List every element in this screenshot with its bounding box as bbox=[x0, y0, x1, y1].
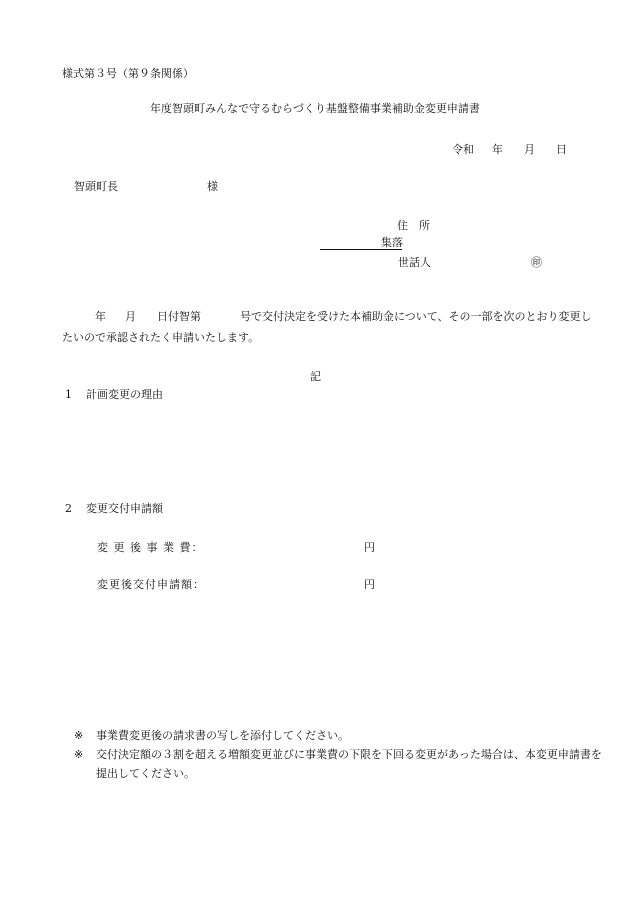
section-2-number: 2 bbox=[65, 502, 72, 515]
amount-project-cost-unit: 円 bbox=[364, 541, 375, 554]
addressee-honorific: 様 bbox=[207, 180, 218, 193]
body-month: 月 bbox=[125, 310, 136, 323]
note-1-mark: ※ bbox=[74, 729, 84, 742]
note-1 bbox=[74, 729, 349, 743]
amount-grant-request-label: 変更後交付申請額： bbox=[97, 578, 205, 591]
body-line-2: たいので承認されたく申請いたします。 bbox=[62, 331, 260, 344]
date-day: 日 bbox=[556, 143, 567, 156]
amount-project-cost-label: 変 更 後 事 業 費： bbox=[97, 541, 204, 554]
note-2 bbox=[74, 748, 602, 762]
date-year: 年 bbox=[492, 143, 503, 156]
body-number-suffix: 号で交付決定を受けた本補助金について、その一部を次のとおり変更し bbox=[240, 310, 592, 323]
amount-grant-request-unit: 円 bbox=[364, 578, 375, 591]
date-era: 令和 bbox=[452, 143, 474, 156]
ki-marker: 記 bbox=[310, 370, 321, 383]
settlement-label: 集落 bbox=[381, 236, 403, 249]
section-2-title: 変更交付申請額 bbox=[86, 502, 163, 515]
note-2-mark: ※ bbox=[74, 748, 84, 761]
form-number: 様式第３号（第９条関係） bbox=[62, 67, 194, 80]
section-1-title: 計画変更の理由 bbox=[86, 388, 163, 401]
note-2-text: 交付決定額の３割を超える増額変更並びに事業費の下限を下回る変更があった場合は、本変更申請書を bbox=[96, 748, 602, 761]
body-year: 年 bbox=[95, 310, 106, 323]
section-1-number: 1 bbox=[65, 388, 72, 401]
address-label: 住 所 bbox=[397, 219, 430, 232]
seal-mark: ㊞ bbox=[531, 256, 542, 269]
note-2-continuation: 提出してください。 bbox=[96, 767, 195, 780]
addressee-name: 智頭町長 bbox=[74, 180, 118, 193]
date-month: 月 bbox=[524, 143, 535, 156]
caretaker-label: 世話人 bbox=[398, 256, 431, 269]
body-day-ref: 日付智第 bbox=[157, 310, 201, 323]
note-1-text: 事業費変更後の請求書の写しを添付してください。 bbox=[96, 729, 349, 742]
document-title: 年度智頭町みんなで守るむらづくり基盤整備事業補助金変更申請書 bbox=[150, 102, 480, 115]
